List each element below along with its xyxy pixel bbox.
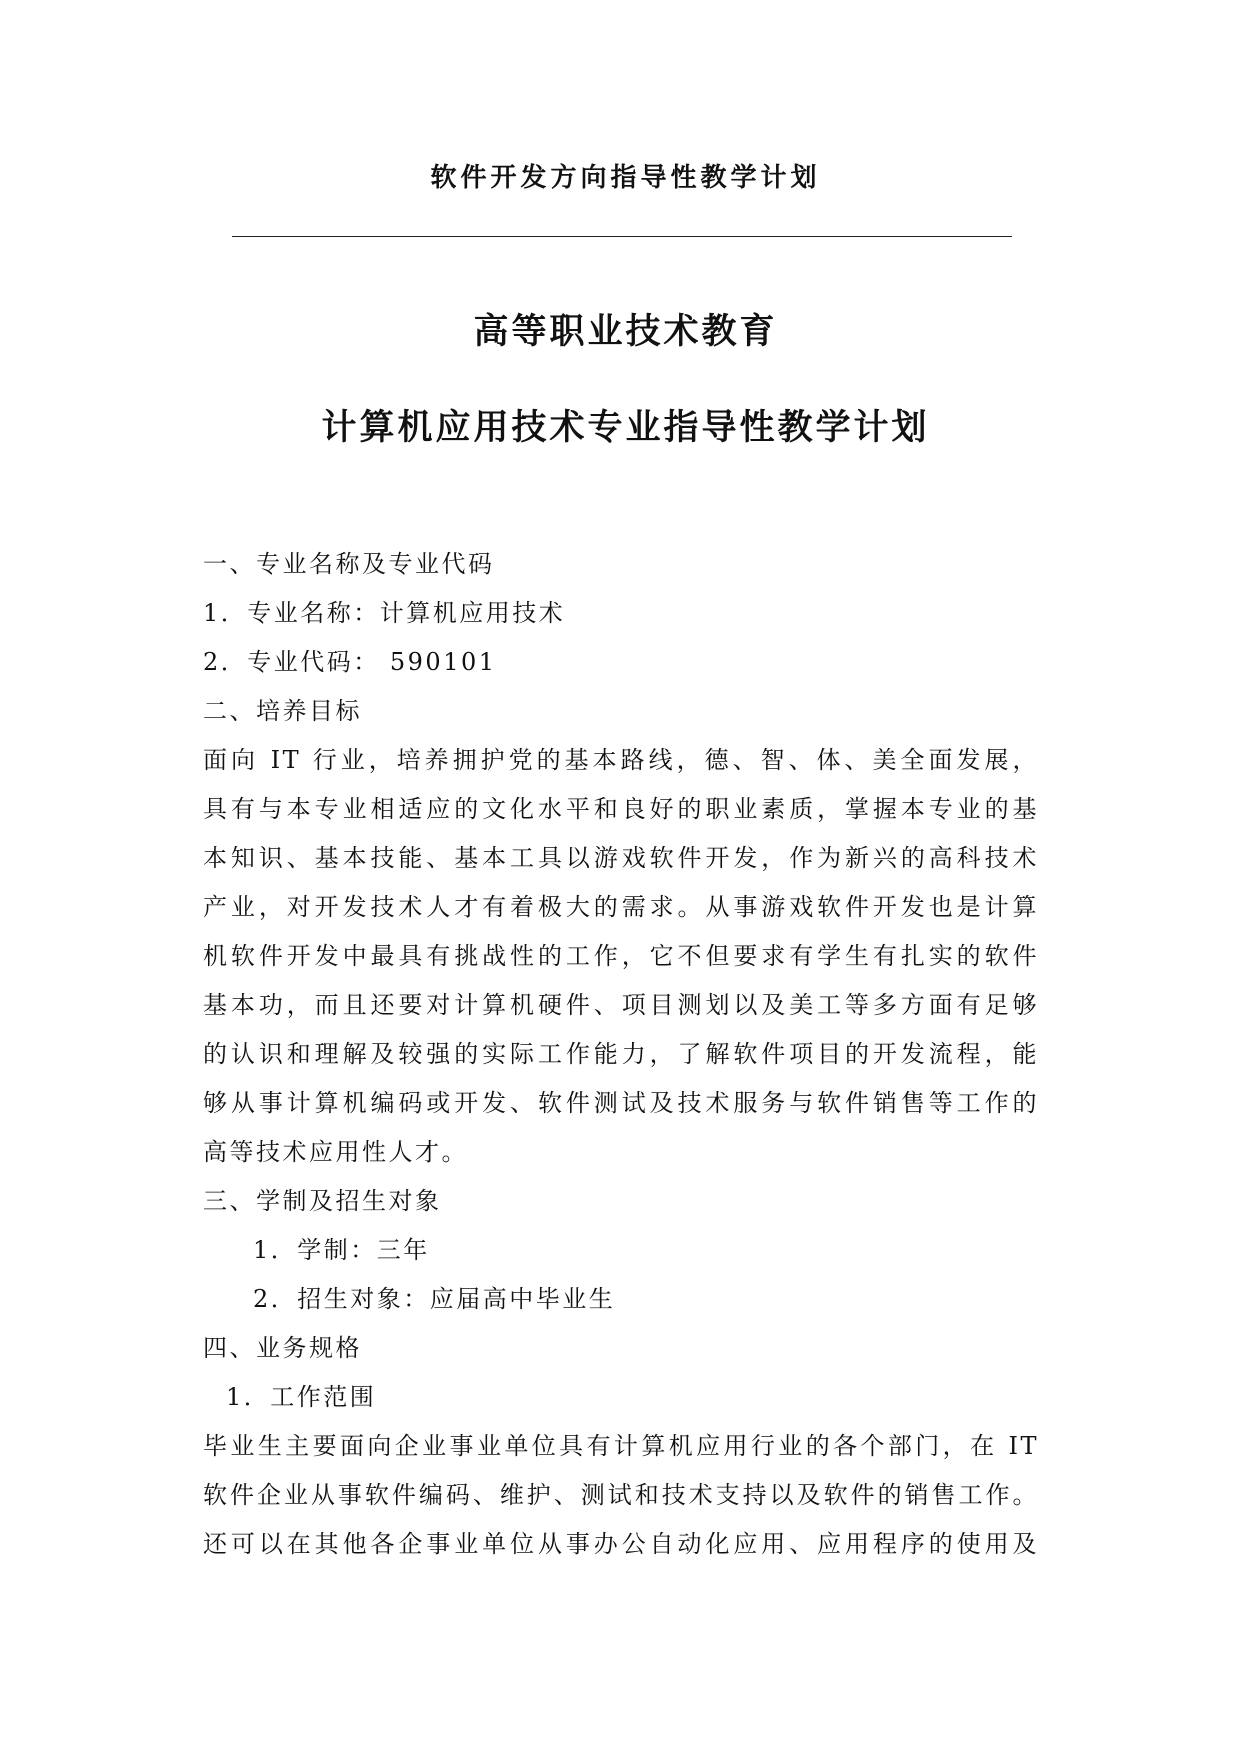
subsection-work-scope: 1．工作范围 — [226, 1383, 377, 1411]
paragraph-line: 还可以在其他各企事业单位从事办公自动化应用、应用程序的使用及 — [203, 1530, 1039, 1558]
paragraph-line: 面向 IT 行业，培养拥护党的基本路线，德、智、体、美全面发展， — [203, 746, 1039, 774]
document-body — [203, 540, 1039, 1569]
header-divider — [232, 236, 1012, 237]
paragraph-line: 高等技术应用性人才。 — [203, 1138, 468, 1166]
paragraph-line: 软件企业从事软件编码、维护、测试和技术支持以及软件的销售工作。 — [203, 1481, 1039, 1509]
major-code-item: 2．专业代码： 590101 — [203, 648, 497, 676]
major-name-item: 1．专业名称：计算机应用技术 — [203, 599, 566, 627]
running-header: 软件开发方向指导性教学计划 — [430, 163, 821, 193]
section-4-heading: 四、业务规格 — [203, 1334, 362, 1362]
study-length-item: 1．学制：三年 — [253, 1236, 430, 1264]
paragraph-line: 的认识和理解及较强的实际工作能力，了解软件项目的开发流程，能 — [203, 1040, 1039, 1068]
paragraph-line: 够从事计算机编码或开发、软件测试及技术服务与软件销售等工作的 — [203, 1089, 1039, 1117]
enrollment-target-item: 2．招生对象：应届高中毕业生 — [253, 1285, 616, 1313]
paragraph-line: 产业，对开发技术人才有着极大的需求。从事游戏软件开发也是计算 — [203, 893, 1039, 921]
section-3-heading: 三、学制及招生对象 — [203, 1187, 442, 1215]
section-1-heading: 一、专业名称及专业代码 — [203, 550, 495, 578]
paragraph-line: 本知识、基本技能、基本工具以游戏软件开发，作为新兴的高科技术 — [203, 844, 1039, 872]
section-2-heading: 二、培养目标 — [203, 697, 362, 725]
paragraph-line: 具有与本专业相适应的文化水平和良好的职业素质，掌握本专业的基 — [203, 795, 1039, 823]
paragraph-line: 毕业生主要面向企业事业单位具有计算机应用行业的各个部门，在 IT — [203, 1432, 1039, 1460]
document-title-line-1: 高等职业技术教育 — [473, 312, 778, 352]
paragraph-line: 机软件开发中最具有挑战性的工作，它不但要求有学生有扎实的软件 — [203, 942, 1039, 970]
paragraph-line: 基本功，而且还要对计算机硬件、项目测划以及美工等多方面有足够 — [203, 991, 1039, 1019]
document-title-line-2: 计算机应用技术专业指导性教学计划 — [321, 408, 930, 448]
